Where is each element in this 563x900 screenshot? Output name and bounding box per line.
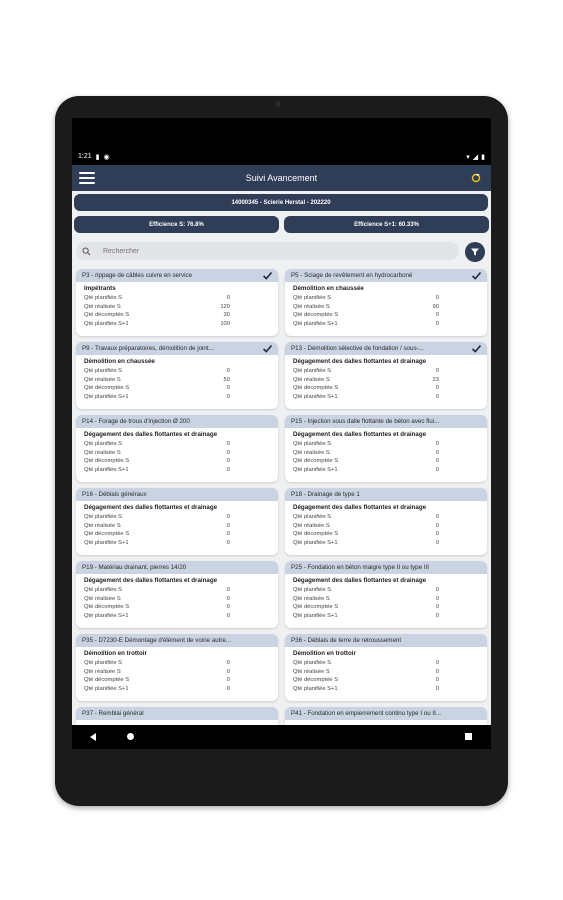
quantity-row	[293, 294, 479, 303]
quantity-value: 0	[435, 449, 439, 456]
quantity-row	[84, 595, 270, 604]
quantity-row	[293, 376, 479, 385]
quantity-value: 0	[435, 677, 439, 684]
task-category: Démolition en chaussée	[293, 285, 364, 292]
quantity-value: 0	[226, 604, 230, 611]
quantity-value: 0	[435, 660, 439, 667]
quantity-row	[293, 384, 479, 393]
quantity-label: Qté planifiée S	[293, 514, 332, 521]
quantity-row	[84, 513, 270, 522]
quantity-value: 0	[435, 539, 439, 546]
quantity-value: 30	[223, 312, 230, 319]
quantity-value: 100	[220, 320, 230, 327]
quantity-value: 120	[220, 303, 230, 310]
front-camera	[275, 101, 281, 107]
quantity-row	[293, 367, 479, 376]
quantity-value: 0	[435, 458, 439, 465]
quantity-value: 0	[435, 368, 439, 375]
quantity-row	[84, 530, 270, 539]
task-card[interactable]	[76, 415, 278, 482]
quantity-value: 0	[435, 385, 439, 392]
quantity-row	[293, 522, 479, 531]
quantity-value: 0	[226, 458, 230, 465]
quantity-label: Qté réalisée S	[293, 449, 330, 456]
quantity-value: 0	[226, 595, 230, 602]
task-title: P19 - Matériau drainant, pierres 14/20	[82, 564, 187, 571]
quantity-row	[293, 303, 479, 312]
quantity-value: 0	[226, 668, 230, 675]
quantity-label: Qté réalisée S	[293, 668, 330, 675]
quantity-row	[293, 393, 479, 402]
quantity-value: 50	[223, 376, 230, 383]
app-title: Suivi Avancement	[245, 173, 318, 183]
quantity-row	[293, 603, 479, 612]
task-title: P16 - Déblais généraux	[82, 491, 147, 498]
check-icon	[262, 343, 273, 354]
quantity-label: Qté planifiée S	[84, 368, 123, 375]
quantity-row	[84, 384, 270, 393]
quantity-value: 0	[226, 514, 230, 521]
quantity-label: Qté planifiée S	[84, 295, 123, 302]
quantity-label: Qté décomptée S	[293, 677, 339, 684]
quantity-row	[84, 440, 270, 449]
task-title: P25 - Fondation en béton maigre type II ou type III	[291, 564, 429, 571]
quantity-label: Qté planifiée S+1	[84, 685, 129, 692]
quantity-label: Qté planifiée S+1	[293, 393, 338, 400]
quantity-label: Qté réalisée S	[84, 376, 121, 383]
task-card-header	[285, 707, 487, 720]
quantity-value: 0	[226, 531, 230, 538]
quantity-value: 0	[226, 441, 230, 448]
task-card[interactable]	[285, 415, 487, 482]
quantity-row	[293, 449, 479, 458]
quantity-row	[84, 668, 270, 677]
task-card-header	[76, 634, 278, 647]
notification-icon: ▮	[95, 153, 100, 161]
quantity-row	[84, 522, 270, 531]
task-card[interactable]	[285, 342, 487, 409]
quantity-label: Qté réalisée S	[84, 595, 121, 602]
quantity-row	[84, 659, 270, 668]
quantity-row	[293, 685, 479, 694]
quantity-value: 0	[226, 449, 230, 456]
menu-icon[interactable]	[79, 172, 95, 184]
quantity-label: Qté décomptée S	[293, 604, 339, 611]
task-card[interactable]	[285, 707, 487, 725]
quantity-row	[293, 311, 479, 320]
efficiency-s-badge	[74, 216, 279, 233]
quantity-value: 0	[226, 677, 230, 684]
task-card-header	[76, 415, 278, 428]
recent-apps-icon[interactable]	[465, 733, 472, 740]
sync-status-icon: ◉	[103, 153, 110, 161]
quantity-label: Qté réalisée S	[84, 668, 121, 675]
quantity-value: 23	[432, 376, 439, 383]
quantity-row	[293, 612, 479, 621]
task-card-header	[76, 488, 278, 501]
quantity-row	[84, 303, 270, 312]
quantity-label: Qté planifiée S	[84, 660, 123, 667]
task-category: Impétrants	[84, 285, 116, 292]
task-card[interactable]	[76, 561, 278, 628]
filter-icon	[470, 247, 480, 257]
task-title: P18 - Drainage de type 1	[291, 491, 360, 498]
quantity-label: Qté planifiée S+1	[84, 466, 129, 473]
status-bar	[72, 148, 491, 165]
quantity-row	[84, 539, 270, 548]
quantity-row	[84, 612, 270, 621]
quantity-label: Qté décomptée S	[84, 677, 130, 684]
task-category: Démolition en trottoir	[293, 650, 356, 657]
quantity-value: 0	[226, 368, 230, 375]
task-card-header	[76, 707, 278, 720]
quantity-row	[84, 294, 270, 303]
task-card[interactable]	[76, 707, 278, 725]
quantity-row	[293, 466, 479, 475]
quantity-label: Qté planifiée S	[293, 441, 332, 448]
android-nav-bar	[72, 725, 491, 749]
task-card[interactable]	[285, 561, 487, 628]
task-card-header	[285, 634, 487, 647]
task-category: Dégagement des dalles flottantes et drainage	[84, 577, 218, 584]
quantity-row	[293, 457, 479, 466]
quantity-row	[84, 311, 270, 320]
quantity-label: Qté planifiée S	[293, 587, 332, 594]
task-category: Démolition en trottoir	[84, 650, 147, 657]
check-icon	[262, 270, 273, 281]
quantity-value: 0	[226, 295, 230, 302]
task-title: P3 - rippage de câbles cuivre en service	[82, 272, 193, 279]
quantity-label: Qté décomptée S	[84, 531, 130, 538]
quantity-value: 0	[226, 466, 230, 473]
quantity-label: Qté planifiée S	[84, 441, 123, 448]
quantity-label: Qté réalisée S	[84, 303, 121, 310]
quantity-row	[293, 539, 479, 548]
quantity-label: Qté décomptée S	[84, 385, 130, 392]
quantity-label: Qté décomptée S	[84, 458, 130, 465]
quantity-value: 0	[226, 385, 230, 392]
task-card[interactable]	[76, 634, 278, 701]
search-bar	[76, 242, 459, 260]
back-icon[interactable]	[90, 733, 96, 741]
quantity-row	[293, 320, 479, 329]
efficiency-s1-badge	[284, 216, 489, 233]
task-category: Dégagement des dalles flottantes et drainage	[293, 577, 427, 584]
quantity-label: Qté planifiée S	[84, 514, 123, 521]
quantity-label: Qté décomptée S	[84, 312, 130, 319]
task-title: P35 - D7230-E Démontage d'élément de voirie autre...	[82, 637, 232, 644]
quantity-label: Qté planifiée S+1	[293, 539, 338, 546]
quantity-value: 0	[226, 685, 230, 692]
quantity-label: Qté planifiée S+1	[84, 612, 129, 619]
top-bezel	[72, 118, 491, 148]
quantity-label: Qté décomptée S	[293, 385, 339, 392]
task-card-header	[285, 561, 487, 574]
quantity-row	[84, 676, 270, 685]
quantity-row	[84, 586, 270, 595]
search-icon	[82, 247, 91, 256]
status-time: 1:21	[78, 153, 92, 160]
task-category: Dégagement des dalles flottantes et drainage	[293, 431, 427, 438]
quantity-label: Qté planifiée S	[84, 587, 123, 594]
quantity-value: 0	[226, 393, 230, 400]
task-category: Démolition en chaussée	[84, 358, 155, 365]
quantity-label: Qté planifiée S+1	[84, 393, 129, 400]
task-card[interactable]	[285, 269, 487, 336]
quantity-label: Qté planifiée S	[293, 660, 332, 667]
quantity-label: Qté réalisée S	[293, 595, 330, 602]
task-category: Dégagement des dalles flottantes et drainage	[84, 504, 218, 511]
quantity-value: 0	[435, 312, 439, 319]
task-category: Dégagement des dalles flottantes et drainage	[293, 504, 427, 511]
quantity-row	[84, 603, 270, 612]
task-card[interactable]	[76, 488, 278, 555]
task-title: P41 - Fondation en empierrement continu type I ou II...	[291, 710, 441, 717]
task-title: P5 - Sciage de revêtement en hydrocarboné	[291, 272, 413, 279]
task-card[interactable]	[76, 269, 278, 336]
quantity-row	[293, 659, 479, 668]
quantity-value: 0	[435, 595, 439, 602]
quantity-value: 0	[226, 612, 230, 619]
task-category: Dégagement des dalles flottantes et drainage	[293, 358, 427, 365]
task-title: P37 - Remblai général	[82, 710, 144, 717]
quantity-label: Qté planifiée S+1	[84, 320, 129, 327]
battery-icon: ▮	[481, 153, 485, 161]
quantity-value: 0	[226, 522, 230, 529]
quantity-value: 0	[435, 668, 439, 675]
quantity-value: 0	[435, 514, 439, 521]
check-icon	[471, 343, 482, 354]
quantity-label: Qté planifiée S+1	[84, 539, 129, 546]
quantity-label: Qté planifiée S	[293, 368, 332, 375]
quantity-value: 0	[435, 685, 439, 692]
quantity-label: Qté planifiée S+1	[293, 320, 338, 327]
task-card[interactable]	[76, 342, 278, 409]
task-card-header	[285, 415, 487, 428]
sync-icon[interactable]	[471, 173, 481, 183]
quantity-label: Qté planifiée S	[293, 295, 332, 302]
task-category: Dégagement des dalles flottantes et drainage	[84, 431, 218, 438]
quantity-label: Qté décomptée S	[293, 531, 339, 538]
quantity-label: Qté réalisée S	[84, 449, 121, 456]
home-icon[interactable]	[127, 733, 134, 740]
task-title: P9 - Travaux préparatoires, démolition de joint...	[82, 345, 214, 352]
task-card[interactable]	[285, 488, 487, 555]
task-card-header	[76, 269, 278, 282]
quantity-value: 0	[435, 531, 439, 538]
signal-icon: ◢	[472, 153, 479, 161]
quantity-value: 0	[435, 522, 439, 529]
quantity-row	[293, 676, 479, 685]
quantity-value: 90	[432, 303, 439, 310]
quantity-value: 0	[435, 612, 439, 619]
quantity-value: 0	[226, 587, 230, 594]
quantity-row	[84, 320, 270, 329]
quantity-row	[84, 367, 270, 376]
quantity-row	[293, 530, 479, 539]
wifi-icon: ▾	[466, 153, 470, 161]
quantity-value: 0	[435, 587, 439, 594]
quantity-label: Qté planifiée S+1	[293, 466, 338, 473]
task-card[interactable]	[285, 634, 487, 701]
quantity-row	[293, 586, 479, 595]
quantity-value: 0	[226, 660, 230, 667]
task-card-header	[285, 342, 487, 355]
quantity-label: Qté décomptée S	[293, 312, 339, 319]
quantity-row	[84, 685, 270, 694]
quantity-label: Qté réalisée S	[293, 303, 330, 310]
quantity-value: 0	[435, 604, 439, 611]
quantity-label: Qté réalisée S	[84, 522, 121, 529]
quantity-row	[293, 595, 479, 604]
quantity-value: 0	[226, 539, 230, 546]
quantity-row	[84, 449, 270, 458]
task-card-header	[76, 561, 278, 574]
quantity-value: 0	[435, 393, 439, 400]
efficiency-s1-label: Efficience S+1: 60.33%	[354, 221, 419, 228]
quantity-label: Qté planifiée S+1	[293, 685, 338, 692]
check-icon	[471, 270, 482, 281]
quantity-value: 0	[435, 466, 439, 473]
task-title: P14 - Forage de trous d'injection Ø 200	[82, 418, 190, 425]
quantity-label: Qté décomptée S	[293, 458, 339, 465]
quantity-row	[84, 457, 270, 466]
quantity-row	[293, 513, 479, 522]
filter-button[interactable]	[465, 242, 485, 262]
task-card-header	[76, 342, 278, 355]
quantity-value: 0	[435, 320, 439, 327]
quantity-label: Qté réalisée S	[293, 522, 330, 529]
task-card-header	[285, 269, 487, 282]
quantity-label: Qté planifiée S+1	[293, 612, 338, 619]
project-selector[interactable]	[74, 194, 488, 211]
quantity-label: Qté réalisée S	[293, 376, 330, 383]
project-label: 14000345 - Scierie Herstal - 202220	[231, 199, 331, 206]
quantity-label: Qté décomptée S	[84, 604, 130, 611]
quantity-value: 0	[435, 441, 439, 448]
quantity-row	[293, 668, 479, 677]
task-title: P36 - Déblais de terre de retroussement	[291, 637, 402, 644]
quantity-row	[84, 393, 270, 402]
quantity-value: 0	[435, 295, 439, 302]
app-bar	[72, 165, 491, 191]
efficiency-s-label: Efficience S: 76.8%	[149, 221, 204, 228]
quantity-row	[84, 466, 270, 475]
search-input[interactable]	[101, 247, 405, 256]
task-title: P13 - Démolition sélective de fondation / sous-...	[291, 345, 424, 352]
quantity-row	[84, 376, 270, 385]
quantity-row	[293, 440, 479, 449]
task-card-header	[285, 488, 487, 501]
task-title: P15 - Injection sous dalle flottante de béton avec flui...	[291, 418, 440, 425]
app-screen	[72, 148, 491, 725]
